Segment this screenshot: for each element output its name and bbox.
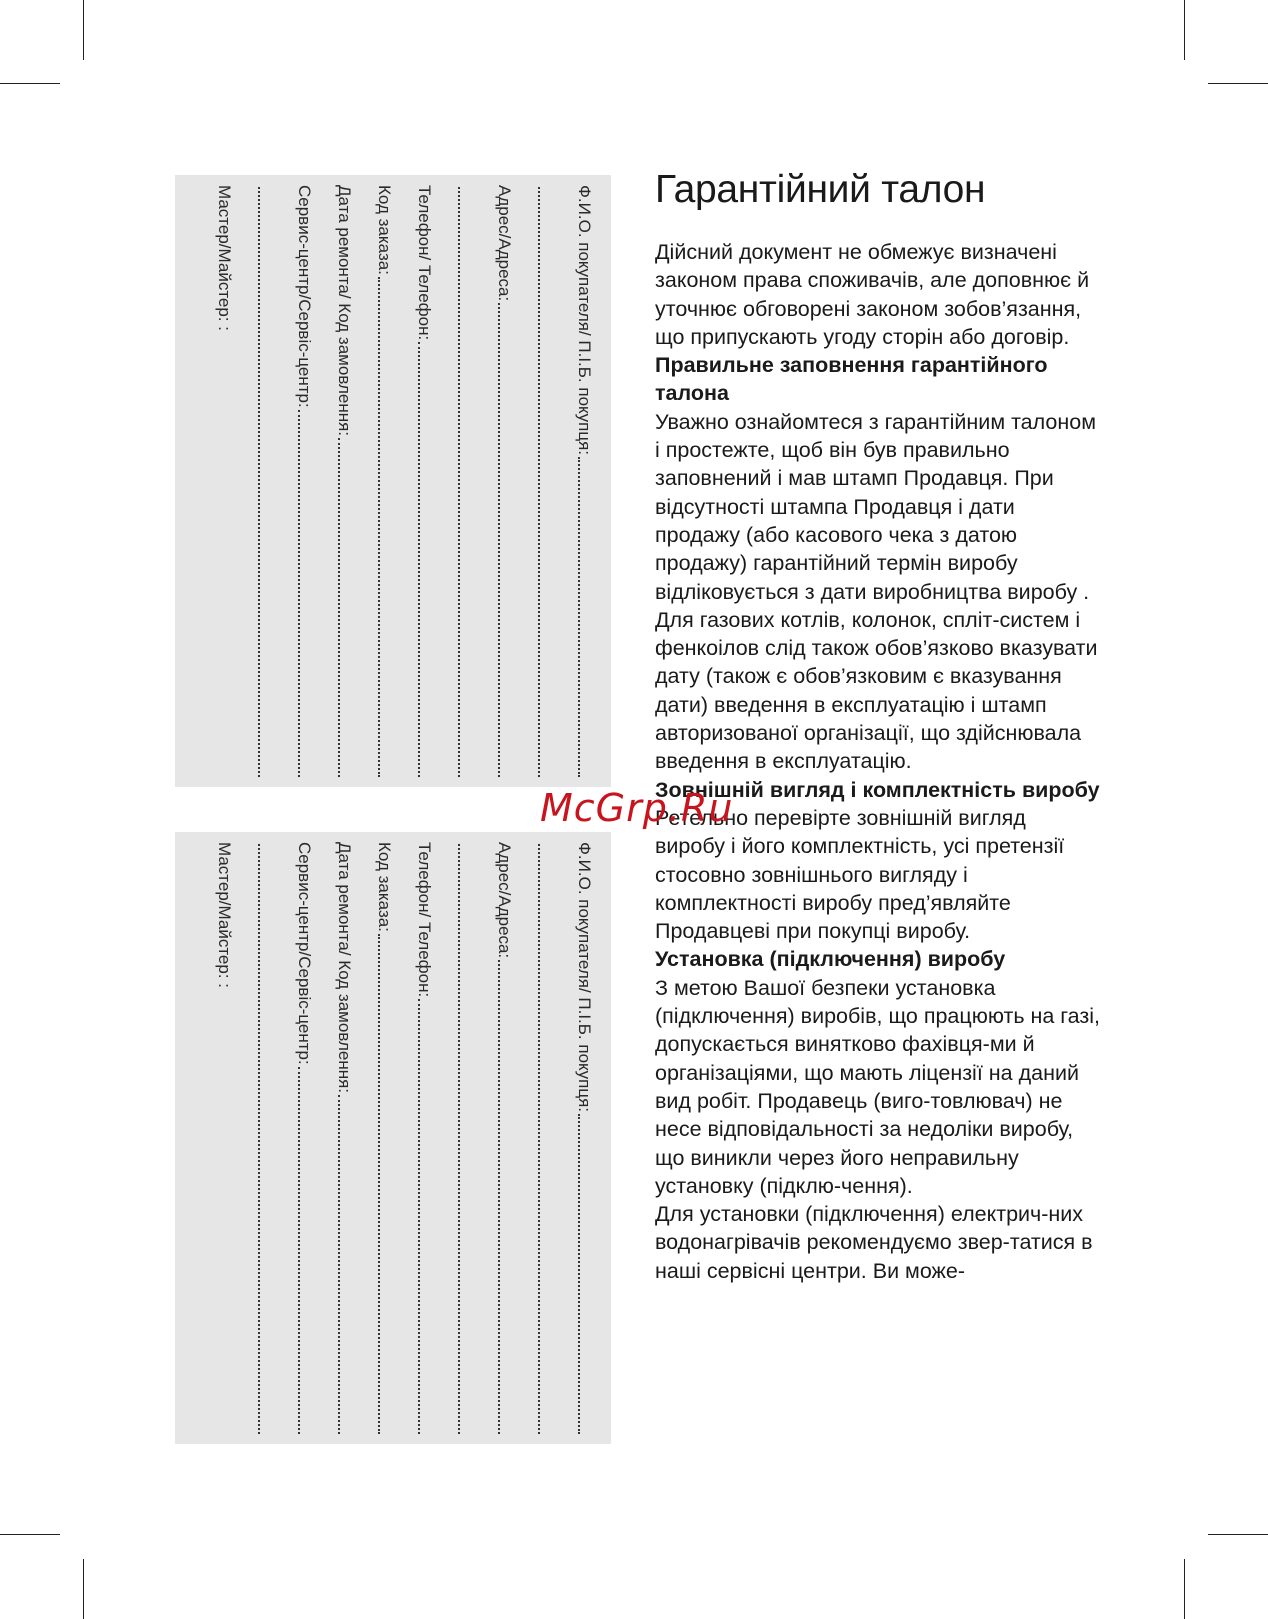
coupon-field: Дата ремонта/ Код замовлення: <box>331 185 357 777</box>
coupon-field <box>251 842 277 1434</box>
section-paragraph: Ретельно перевірте зовнішній вигляд виробу і його комплектність, усі претензії стосовно зовнішнього вигляду і комплектності виробу пред’являйте Продавцеві при покупці виробу. <box>655 805 1065 944</box>
crop-mark <box>83 0 84 60</box>
section-paragraph: Для установки (підключення) електрич-них водонагрівачів рекомендуємо звер-татися в наші сервісні центри. Ви може- <box>655 1202 1093 1283</box>
coupon-field: Мастер/Майстер: : <box>215 185 234 332</box>
coupon-field <box>251 185 277 777</box>
section-heading: Зовнішній вигляд і комплектність виробу <box>655 777 1100 802</box>
coupon-field: Адрес/Адреса: <box>491 842 517 1434</box>
coupon-field <box>451 842 477 1434</box>
coupon-field: Телефон/ Телефон: <box>411 842 437 1434</box>
crop-mark <box>1208 1534 1268 1535</box>
text-column <box>655 168 1100 1285</box>
coupon-field: Телефон/ Телефон: <box>411 185 437 777</box>
coupon-field <box>451 185 477 777</box>
crop-mark <box>0 83 60 84</box>
coupon-field <box>531 842 557 1434</box>
coupon-bottom <box>175 832 611 1444</box>
intro-paragraph: Дійсний документ не обмежує визначені законом права споживачів, але доповнює й уточнює обговорені законом зобов’язання, що припускають угоду сторін або договір. <box>655 240 1090 349</box>
coupon-field: Сервис-центр/Сервіс-центр: <box>291 842 317 1434</box>
coupon-field: Мастер/Майстер: : <box>215 842 234 989</box>
coupon-field: Сервис-центр/Сервіс-центр: <box>291 185 317 777</box>
coupon-field: Ф.И.О. покупателя/ П.І.Б. покупця: <box>571 185 597 777</box>
crop-mark <box>1184 0 1185 60</box>
coupon-field: Дата ремонта/ Код замовлення: <box>331 842 357 1434</box>
coupon-field: Код заказа: <box>371 185 397 777</box>
crop-mark <box>83 1559 84 1619</box>
page-title: Гарантійний талон <box>655 168 986 211</box>
section-paragraph: З метою Вашої безпеки установка (підключення) виробів, що працюють на газі, допускається винятково фахівця-ми й організаціями, що мають ліцензії на даний вид робіт. Продавець (виго-товлювач) не несе відповідальності за недоліки виробу, що виникли через його неправильну установку (підклю-чення). <box>655 975 1101 1198</box>
watermark: McGrp.Ru <box>540 786 734 830</box>
coupon-top <box>175 175 611 787</box>
crop-mark <box>1184 1559 1185 1619</box>
crop-mark <box>0 1534 60 1535</box>
section-heading: Правильне заповнення гарантійного талона <box>655 353 1048 406</box>
section-paragraph: Уважно ознайомтеся з гарантійним талоном і простежте, щоб він був правильно заповнений і мав штамп Продавця. При відсутності штампа Продавця і дати продажу (або касового чека з датою продажу) гарантійний термін виробу відліковується з дати виробництва виробу . Для газових котлів, колонок, спліт-систем і фенкоілов слід також обов’язково вказувати дату (також є обов’язковим є вказування дати) введення в експлуатацію і штамп авторизованої організації, що здійснювала введення в експлуатацію. <box>655 409 1098 774</box>
coupon-field: Ф.И.О. покупателя/ П.І.Б. покупця: <box>571 842 597 1434</box>
crop-mark <box>1208 83 1268 84</box>
section-heading: Установка (підключення) виробу <box>655 947 1006 972</box>
coupon-field: Код заказа: <box>371 842 397 1434</box>
coupon-field <box>531 185 557 777</box>
coupon-field: Адрес/Адреса: <box>491 185 517 777</box>
